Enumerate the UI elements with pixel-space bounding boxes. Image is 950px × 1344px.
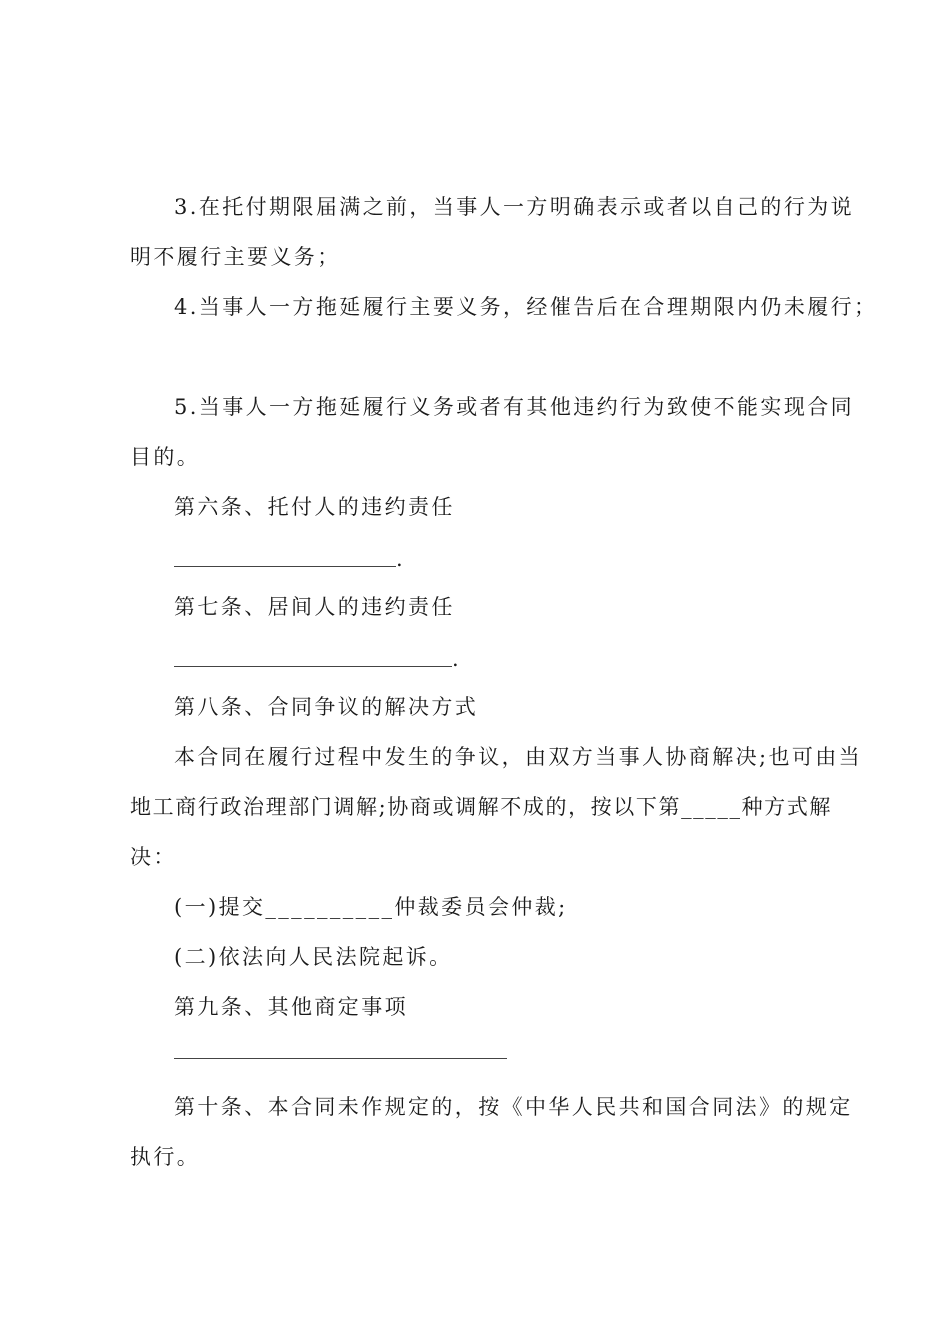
article-8-title: 第八条、合同争议的解决方式 (174, 695, 479, 719)
article-6-blank-line (174, 566, 396, 567)
article-10-line-2: 执行。 (130, 1145, 201, 1169)
article-6-blank-period: . (396, 547, 403, 571)
clause-3-line-1: 3.在托付期限届满之前，当事人一方明确表示或者以自己的行为说 (174, 195, 855, 219)
dispute-option-1: (一)提交__________仲裁委员会仲裁; (174, 895, 568, 919)
dispute-option-2: (二)依法向人民法院起诉。 (174, 945, 453, 969)
article-8-line-2: 地工商行政治理部门调解;协商或调解不成的，按以下第_____种方式解 (130, 795, 832, 819)
article-6-title: 第六条、托付人的违约责任 (174, 495, 455, 519)
clause-4-line-1: 4.当事人一方拖延履行主要义务，经催告后在合理期限内仍未履行； (174, 295, 878, 319)
article-7-title: 第七条、居间人的违约责任 (174, 595, 455, 619)
article-9-blank-line (174, 1058, 507, 1059)
article-10-line-1: 第十条、本合同未作规定的，按《中华人民共和国合同法》的规定 (174, 1095, 853, 1119)
clause-5-line-1: 5.当事人一方拖延履行义务或者有其他违约行为致使不能实现合同 (174, 395, 855, 419)
clause-5-line-2: 目的。 (130, 445, 201, 469)
article-8-line-1: 本合同在履行过程中发生的争议，由双方当事人协商解决;也可由当 (174, 745, 863, 769)
article-8-line-3: 决： (130, 845, 177, 869)
clause-3-line-2: 明不履行主要义务； (130, 245, 341, 269)
article-9-title: 第九条、其他商定事项 (174, 995, 408, 1019)
article-7-blank-line (174, 666, 452, 667)
article-7-blank-period: . (452, 647, 459, 671)
